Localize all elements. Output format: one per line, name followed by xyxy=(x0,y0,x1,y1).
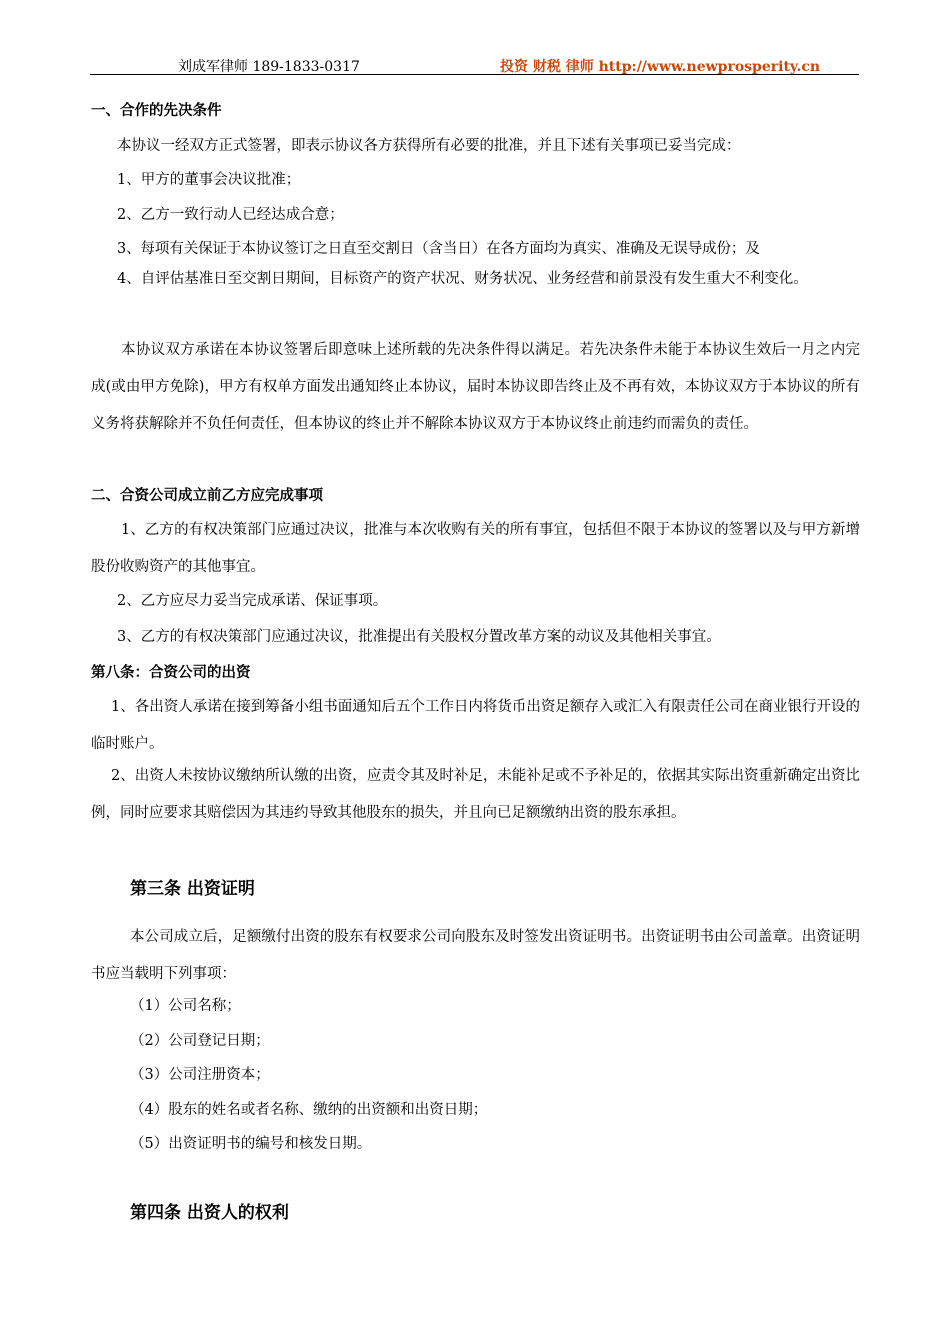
pre-establishment-item: 3、乙方的有权决策部门应通过决议，批准提出有关股权分置改革方案的动议及其他相关事宜。 xyxy=(117,629,721,645)
header-lawyer-contact: 刘成军律师 189-1833-0317 xyxy=(178,59,360,75)
certificate-item: （4）股东的姓名或者名称、缴纳的出资额和出资日期； xyxy=(130,1102,488,1118)
certificate-item: （3）公司注册资本； xyxy=(130,1067,270,1083)
section-heading-preconditions: 一、合作的先决条件 xyxy=(91,103,222,119)
preconditions-intro: 本协议一经双方正式签署，即表示协议各方获得所有必要的批准，并且下述有关事项已妥当完成： xyxy=(117,138,741,154)
section-heading-capital-contribution: 第八条：合资公司的出资 xyxy=(91,665,251,681)
pre-establishment-item: 1、乙方的有权决策部门应通过决议，批准与本次收购有关的所有事宜，包括但不限于本协议的签署以及与甲方新增股份收购资产的其他事宜。 xyxy=(91,522,860,575)
certificate-item: （1）公司名称； xyxy=(130,998,241,1014)
precondition-item: 2、乙方一致行动人已经达成合意； xyxy=(117,207,344,223)
article-title-capital-certificate: 第三条 出资证明 xyxy=(130,879,255,899)
preconditions-termination-para: 本协议双方承诺在本协议签署后即意味上述所载的先决条件得以满足。若先决条件未能于本协议生效后一月之内完成(或由甲方免除)，甲方有权单方面发出通知终止本协议，届时本协议即告终止及不再有效，本协议双方于本协议的所有义务将获解除并不负任何责任，但本协议的终止并不解除本协议双方于本协议终止前违约而需负的责任。 xyxy=(91,342,860,432)
precondition-item: 1、甲方的董事会决议批准； xyxy=(117,172,301,188)
precondition-item: 3、每项有关保证于本协议签订之日直至交割日（含当日）在各方面均为真实、准确及无误导成份；及 xyxy=(117,241,760,257)
article-title-investor-rights: 第四条 出资人的权利 xyxy=(130,1203,289,1223)
precondition-item: 4、自评估基准日至交割日期间，目标资产的资产状况、财务状况、业务经营和前景没有发生重大不利变化。 xyxy=(117,271,808,287)
certificate-item: （5）出资证明书的编号和核发日期。 xyxy=(130,1136,372,1152)
capital-contribution-item: 2、出资人未按协议缴纳所认缴的出资，应责令其及时补足，未能补足或不予补足的，依据其实际出资重新确定出资比例，同时应要求其赔偿因为其违约导致其他股东的损失，并且向已足额缴纳出资的股东承担。 xyxy=(91,768,860,821)
certificate-item: （2）公司登记日期； xyxy=(130,1033,270,1049)
header-divider xyxy=(90,74,859,75)
capital-contribution-item: 1、各出资人承诺在接到筹备小组书面通知后五个工作日内将货币出资足额存入或汇入有限责任公司在商业银行开设的临时账户。 xyxy=(91,699,860,752)
pre-establishment-item: 2、乙方应尽力妥当完成承诺、保证事项。 xyxy=(117,593,388,609)
section-heading-pre-establishment: 二、合资公司成立前乙方应完成事项 xyxy=(91,488,323,504)
header-website-link[interactable]: 投资 财税 律师 http://www.newprosperity.cn xyxy=(500,59,821,75)
capital-certificate-para: 本公司成立后，足额缴付出资的股东有权要求公司向股东及时签发出资证明书。出资证明书由公司盖章。出资证明书应当载明下列事项： xyxy=(91,929,860,982)
